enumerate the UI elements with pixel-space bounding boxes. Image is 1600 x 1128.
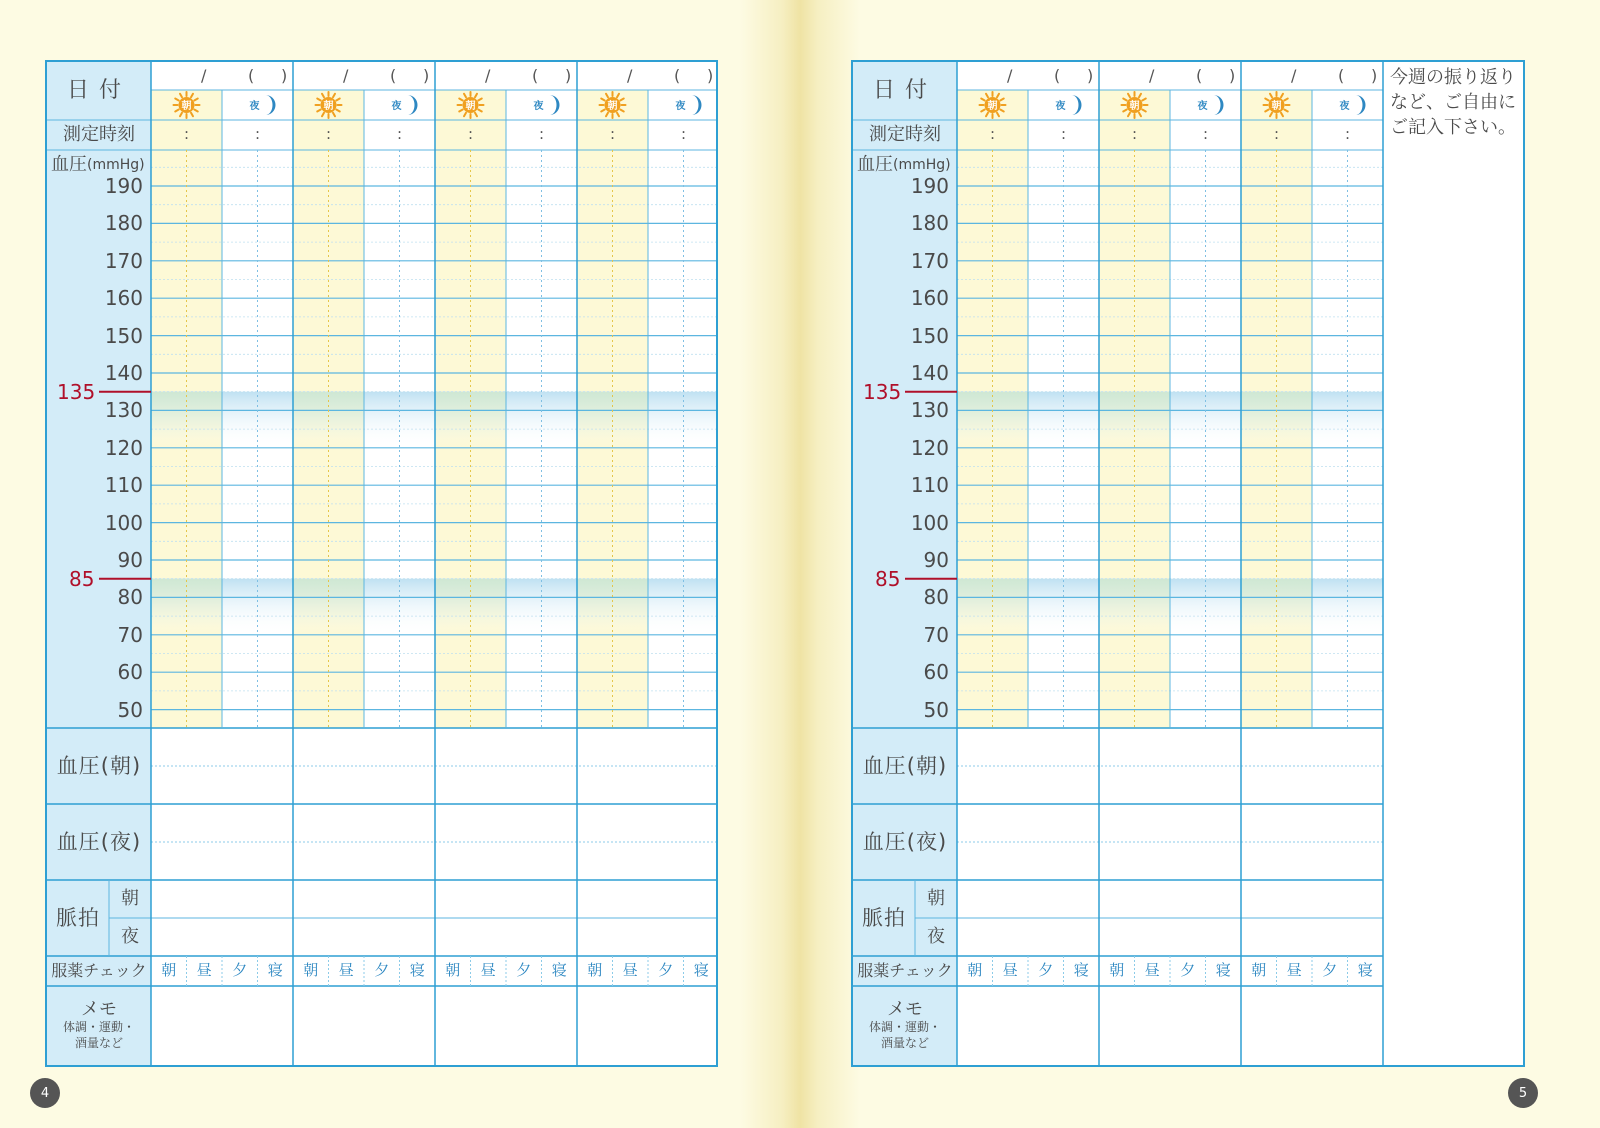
bp-scale-tick: 150 <box>104 323 143 348</box>
bp-scale-tick: 170 <box>104 248 143 273</box>
time-colon: : <box>538 125 545 143</box>
time-colon: : <box>396 125 403 143</box>
time-colon: : <box>989 125 996 143</box>
memo-label-block <box>47 986 151 1065</box>
moon-icon-label: 夜 <box>675 101 686 112</box>
pulse-label: 脈拍 <box>56 905 100 930</box>
weekday-open-paren: ( <box>674 66 681 85</box>
reference-value: 135 <box>57 379 96 404</box>
bp-scale-tick: 70 <box>923 622 949 647</box>
weekday-open-paren: ( <box>248 66 255 85</box>
weekday-close-paren: ) <box>707 66 714 85</box>
bp-title-text: 血圧 <box>51 154 87 175</box>
bp-title-text: 血圧 <box>857 154 893 175</box>
date-slash: / <box>201 66 207 85</box>
med-slot-2[interactable]: 夕 <box>658 961 674 979</box>
time-colon: : <box>1060 125 1067 143</box>
time-colon: : <box>467 125 474 143</box>
pulse-morning-label: 朝 <box>121 888 139 909</box>
med-slot-1[interactable]: 昼 <box>196 961 212 979</box>
bp-unit: (mmHg) <box>87 157 145 173</box>
sun-icon-label: 朝 <box>323 101 334 112</box>
pulse-night-label: 夜 <box>121 926 139 947</box>
bp-scale-tick: 190 <box>104 174 143 198</box>
time-colon: : <box>1202 125 1209 143</box>
bp-title <box>857 154 951 176</box>
moon-icon-label: 夜 <box>391 101 402 112</box>
moon-icon <box>1198 95 1224 115</box>
moon-icon-label: 夜 <box>533 101 544 112</box>
bp-scale-tick: 170 <box>910 248 949 273</box>
med-check-label: 服薬チェック <box>857 961 953 980</box>
bp-scale-tick: 50 <box>117 697 143 722</box>
bp-night-label: 血圧(夜) <box>56 829 142 854</box>
med-slot-0[interactable]: 朝 <box>587 961 603 979</box>
date-slash: / <box>343 66 349 85</box>
diary-page-left <box>45 60 718 1067</box>
bp-scale-tick: 70 <box>117 622 143 647</box>
time-colon: : <box>183 125 190 143</box>
date-label: 日付 <box>872 78 937 103</box>
bp-scale-tick: 190 <box>910 174 949 198</box>
date-slash: / <box>1291 66 1297 85</box>
time-colon: : <box>1344 125 1351 143</box>
moon-icon <box>392 95 418 115</box>
sun-icon-label: 朝 <box>465 101 476 112</box>
med-slot-2[interactable]: 夕 <box>232 961 248 979</box>
date-slash: / <box>1007 66 1013 85</box>
bp-scale-tick: 90 <box>117 548 143 572</box>
moon-icon <box>534 95 560 115</box>
reference-value: 85 <box>69 566 95 591</box>
bp-scale-tick: 160 <box>910 286 949 311</box>
time-colon: : <box>680 125 687 143</box>
book-spine <box>740 0 860 1128</box>
med-check-label: 服薬チェック <box>51 961 147 980</box>
bp-scale-tick: 100 <box>910 510 949 535</box>
med-slot-1[interactable]: 昼 <box>1144 961 1160 979</box>
moon-icon-label: 夜 <box>1339 101 1350 112</box>
bp-scale-tick: 140 <box>910 361 949 385</box>
date-slash: / <box>627 66 633 85</box>
med-slot-3[interactable]: 寝 <box>1357 961 1373 979</box>
bp-scale-tick: 50 <box>923 697 949 722</box>
weekday-close-paren: ) <box>1229 66 1236 85</box>
pulse-morning-label: 朝 <box>927 888 945 909</box>
time-label: 測定時刻 <box>869 124 941 145</box>
weekday-close-paren: ) <box>1087 66 1094 85</box>
bp-scale-tick: 150 <box>910 323 949 348</box>
bp-scale-tick: 120 <box>910 435 949 460</box>
bp-scale-tick: 100 <box>104 510 143 535</box>
weekly-reflection-note: 今週の振り返りなど、ご自由にご記入下さい。 <box>1390 67 1516 138</box>
med-slot-0[interactable]: 朝 <box>1251 961 1267 979</box>
bp-morning-label: 血圧(朝) <box>862 753 948 778</box>
bp-scale-tick: 120 <box>104 435 143 460</box>
time-colon: : <box>1273 125 1280 143</box>
weekday-close-paren: ) <box>423 66 430 85</box>
sun-icon-label: 朝 <box>1129 101 1140 112</box>
moon-icon-label: 夜 <box>1197 101 1208 112</box>
memo-hint-line-1: 体調・運動・ <box>868 1019 941 1034</box>
sun-icon-label: 朝 <box>1271 101 1282 112</box>
memo-label-block <box>853 986 957 1065</box>
memo-label: メモ <box>81 998 117 1020</box>
bp-morning-label: 血圧(朝) <box>56 753 142 778</box>
page-number-right: 5 <box>1508 1078 1538 1108</box>
date-slash: / <box>1149 66 1155 85</box>
pulse-night-label: 夜 <box>927 926 945 947</box>
date-slash: / <box>485 66 491 85</box>
weekday-close-paren: ) <box>281 66 288 85</box>
med-slot-0[interactable]: 朝 <box>1109 961 1125 979</box>
bp-scale-tick: 110 <box>104 473 143 498</box>
bp-scale-tick: 60 <box>923 660 949 685</box>
med-slot-1[interactable]: 昼 <box>622 961 638 979</box>
med-slot-0[interactable]: 朝 <box>161 961 177 979</box>
med-slot-2[interactable]: 夕 <box>516 961 532 979</box>
bp-scale-tick: 180 <box>104 211 143 236</box>
med-slot-2[interactable]: 夕 <box>374 961 390 979</box>
time-colon: : <box>1131 125 1138 143</box>
med-slot-3[interactable]: 寝 <box>267 961 283 979</box>
diary-page-right <box>851 60 1525 1067</box>
date-label: 日付 <box>66 78 131 103</box>
med-slot-3[interactable]: 寝 <box>551 961 567 979</box>
bp-scale-tick: 110 <box>910 473 949 498</box>
time-colon: : <box>325 125 332 143</box>
bp-scale-tick: 140 <box>104 361 143 385</box>
pulse-label: 脈拍 <box>862 905 906 930</box>
med-slot-3[interactable]: 寝 <box>409 961 425 979</box>
moon-icon-label: 夜 <box>249 101 260 112</box>
bp-scale-tick: 60 <box>117 660 143 685</box>
med-slot-0[interactable]: 朝 <box>303 961 319 979</box>
sun-icon-label: 朝 <box>181 101 192 112</box>
reference-value: 135 <box>863 379 902 404</box>
weekday-close-paren: ) <box>1371 66 1378 85</box>
bp-scale-tick: 130 <box>104 398 143 423</box>
memo-label: メモ <box>887 998 923 1020</box>
time-colon: : <box>254 125 261 143</box>
med-slot-0[interactable]: 朝 <box>967 961 983 979</box>
med-slot-1[interactable]: 昼 <box>1286 961 1302 979</box>
weekday-open-paren: ( <box>1196 66 1203 85</box>
sun-icon-label: 朝 <box>987 101 998 112</box>
med-slot-1[interactable]: 昼 <box>338 961 354 979</box>
bp-scale-tick: 160 <box>104 286 143 311</box>
moon-icon-label: 夜 <box>1055 101 1066 112</box>
med-slot-2[interactable]: 夕 <box>1322 961 1338 979</box>
bp-unit: (mmHg) <box>893 157 951 173</box>
weekday-close-paren: ) <box>565 66 572 85</box>
bp-title <box>51 154 145 176</box>
bp-scale-tick: 80 <box>117 585 143 610</box>
moon-icon <box>250 95 276 115</box>
bp-scale-tick: 130 <box>910 398 949 423</box>
bp-scale-tick: 90 <box>923 548 949 572</box>
weekday-open-paren: ( <box>390 66 397 85</box>
bp-scale-tick: 180 <box>910 211 949 236</box>
sun-icon-label: 朝 <box>607 101 618 112</box>
weekday-open-paren: ( <box>1054 66 1061 85</box>
med-slot-1[interactable]: 昼 <box>480 961 496 979</box>
memo-hint-line-1: 体調・運動・ <box>62 1019 135 1034</box>
time-label: 測定時刻 <box>63 124 135 145</box>
time-colon: : <box>609 125 616 143</box>
moon-icon <box>1340 95 1366 115</box>
memo-hint-line-2: 酒量など <box>880 1035 929 1050</box>
weekday-open-paren: ( <box>532 66 539 85</box>
weekday-open-paren: ( <box>1338 66 1345 85</box>
med-slot-0[interactable]: 朝 <box>445 961 461 979</box>
med-slot-2[interactable]: 夕 <box>1038 961 1054 979</box>
bp-scale-tick: 80 <box>923 585 949 610</box>
med-slot-2[interactable]: 夕 <box>1180 961 1196 979</box>
med-slot-3[interactable]: 寝 <box>693 961 709 979</box>
reference-value: 85 <box>875 566 901 591</box>
moon-icon <box>676 95 702 115</box>
moon-icon <box>1056 95 1082 115</box>
med-slot-3[interactable]: 寝 <box>1215 961 1231 979</box>
med-slot-1[interactable]: 昼 <box>1002 961 1018 979</box>
page-number-left: 4 <box>30 1078 60 1108</box>
med-slot-3[interactable]: 寝 <box>1073 961 1089 979</box>
bp-night-label: 血圧(夜) <box>862 829 948 854</box>
memo-hint-line-2: 酒量など <box>74 1035 123 1050</box>
